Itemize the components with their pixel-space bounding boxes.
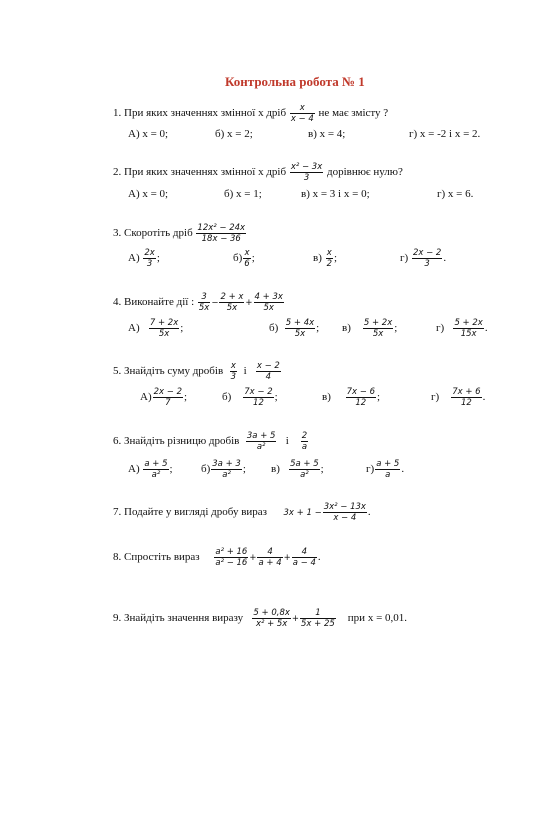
numerator: x [230,361,236,371]
option-label: А) [128,322,140,335]
expression-prefix: 3x + 1 − [283,508,322,519]
option-fraction [153,387,183,408]
numerator: 5 + 0,8x [253,608,290,618]
option-punct: ; [376,391,381,404]
q2-option-d: г) х = 6. [437,188,474,200]
numerator: 4 [292,547,317,558]
denominator: 6 [244,259,250,269]
question-6 [113,431,309,452]
numerator: x [244,248,250,258]
fraction-1 [198,292,210,313]
question-8-text: 8. Спростіть вираз [113,551,200,564]
denominator: 4 [265,372,272,382]
q2-option-b: б) х = 1; [224,188,262,200]
option-label: г) [431,391,440,404]
denominator: 3 [230,372,237,382]
q6-option-d [366,459,404,480]
numerator: a + 5 [376,459,400,469]
numerator: 3x² − 13x [323,502,366,512]
denominator: a [385,470,391,480]
option-fraction [243,387,273,408]
question-9-text: 9. Знайдіть значення виразу [113,612,244,625]
q2-option-c: в) х = 3 і х = 0; [301,188,370,200]
conjunction: і [243,365,247,378]
question-4-text: 4. Виконайте дії : [113,296,195,309]
numerator: x [290,103,315,114]
numerator: 4 [257,547,282,558]
option-punct: ; [180,322,184,335]
option-punct: ; [156,252,160,265]
operator: + [291,614,300,625]
numerator: 2x − 2 [153,387,182,397]
fraction-2 [256,361,281,382]
denominator: 3 [424,259,430,269]
option-punct: . [443,252,447,265]
numerator: 2 + x [220,292,244,302]
denominator: 12 [253,398,264,408]
question-9 [113,608,407,629]
denominator: x − 4 [290,114,314,124]
question-6-text: 6. Знайдіть різницю дробів [113,435,240,448]
question-2-fraction [290,162,323,183]
option-fraction [149,318,179,339]
denominator: a² [300,470,309,480]
option-label: в) [313,252,322,265]
question-7-text: 7. Подайте у вигляді дробу вираз [113,506,267,519]
q6-option-c [271,459,324,480]
denominator: 5x + 25 [301,619,335,629]
numerator: 7x + 6 [452,387,481,397]
option-punct: . [482,391,486,404]
option-fraction [143,459,168,480]
denominator: x − 4 [333,513,357,523]
option-label: А) [128,252,140,265]
fraction-1 [252,608,290,629]
denominator: x² + 5x [255,619,288,629]
denominator: a − 4 [292,558,316,568]
q5-option-c [322,387,380,408]
denominator: 5x [198,303,210,313]
operator: + [249,553,257,564]
option-label: А) [140,391,152,404]
denominator: a² [151,470,161,480]
fraction-2 [300,608,336,629]
option-punct: ; [251,252,255,265]
fraction-3 [254,292,284,313]
question-2-text-end: дорівнює нулю? [326,166,403,179]
fraction-1 [230,361,237,382]
numerator: 4 + 3x [254,292,283,302]
question-5 [113,361,282,382]
option-fraction [451,387,481,408]
numerator: 2 [301,431,308,441]
q1-option-b: б) х = 2; [215,128,253,140]
denominator: 12 [460,398,472,408]
numerator: 3 [198,292,210,303]
option-label: в) [342,322,351,335]
option-fraction [211,459,242,480]
q1-option-c: в) х = 4; [308,128,346,140]
question-1-text-end: не має змісту ? [318,107,389,120]
option-label: в) [322,391,331,404]
denominator: 5x [158,329,170,339]
q4-option-a [128,318,183,339]
option-fraction [375,459,400,480]
numerator: x [326,248,332,258]
numerator: a + 5 [144,459,168,469]
q5-option-b [222,387,278,408]
question-7 [113,502,371,523]
numerator: 5 + 2x [454,318,483,328]
denominator: a² [222,470,231,480]
denominator: a² [256,442,266,452]
q4-option-c [342,318,397,339]
denominator: 2 [326,259,333,269]
numerator: 12x² − 24x [197,223,246,233]
denominator: 5x [226,303,238,313]
fraction-2 [257,547,282,568]
numerator: 1 [300,608,336,619]
numerator: 2x [144,248,155,258]
question-2 [113,162,403,183]
option-label: г) [366,463,375,476]
option-punct: ; [183,391,188,404]
option-punct: ; [320,463,324,476]
fraction [323,502,367,523]
denominator: a + 4 [258,558,282,568]
question-9-text-end: при х = 0,01. [347,612,408,625]
option-label: б) [222,391,232,404]
denominator: 3 [146,259,153,269]
conjunction: і [285,435,289,448]
q3-option-d [400,248,446,269]
denominator: 15x [460,329,477,339]
q5-option-a [140,387,187,408]
page-title: Контрольна робота № 1 [225,74,365,89]
numerator: 3a + 5 [246,431,276,441]
option-punct: ; [274,391,278,404]
option-label: А) [128,463,140,476]
punct: . [367,506,371,519]
operator: − [211,298,219,309]
denominator: 5x [372,329,384,339]
question-8 [113,547,321,568]
denominator: a [301,442,308,452]
option-fraction [453,318,483,339]
option-label: г) [400,252,409,265]
option-label: в) [271,463,280,476]
numerator: 7x − 2 [244,387,273,397]
q6-option-b [201,459,246,480]
option-fraction [363,318,393,339]
option-punct: ; [316,322,320,335]
option-punct: ; [394,322,398,335]
option-fraction [346,387,376,408]
question-3 [113,223,247,244]
q1-option-d: г) х = -2 і х = 2. [409,128,481,140]
option-label: г) [436,322,445,335]
numerator: 7x − 6 [346,387,375,397]
question-5-text: 5. Знайдіть суму дробів [113,365,224,378]
question-3-fraction [196,223,246,244]
q5-option-d [431,387,485,408]
fraction-1 [214,547,248,568]
operator: + [283,553,291,564]
operator: + [245,298,253,309]
punct: . [317,551,321,564]
numerator: 5 + 2x [363,318,393,328]
denominator: 5x [294,329,306,339]
denominator: 12 [355,398,367,408]
question-1 [113,103,388,124]
question-1-fraction [290,103,315,124]
option-punct: ; [242,463,246,476]
option-fraction [143,248,155,269]
option-fraction [412,248,442,269]
numerator: 5 + 4x [285,318,315,328]
numerator: a² + 16 [215,547,248,557]
denominator: a² − 16 [215,558,248,568]
option-fraction [326,248,333,269]
option-punct: . [401,463,405,476]
numerator: 7 + 2x [149,318,179,328]
q4-option-d [436,318,488,339]
denominator: 7 [165,398,171,408]
numerator: 5a + 5 [290,459,319,469]
option-punct: ; [169,463,173,476]
question-1-text: 1. При яких значеннях змінної х дріб [113,107,287,120]
q3-option-c [313,248,337,269]
q6-option-a [128,459,173,480]
option-fraction [289,459,320,480]
numerator: 2x − 2 [412,248,442,258]
option-fraction [285,318,315,339]
fraction-1 [246,431,277,452]
numerator: x − 2 [256,361,280,371]
option-fraction [243,248,250,269]
option-punct: ; [334,252,338,265]
numerator: 3a + 3 [212,459,241,469]
option-label: б) [269,322,279,335]
option-punct: . [484,322,488,335]
question-4 [113,292,285,313]
denominator: 5x [263,303,274,313]
q3-option-a [128,248,160,269]
fraction-2 [301,431,308,452]
question-3-text: 3. Скоротіть дріб [113,227,193,240]
option-label: б) [233,252,243,265]
q2-option-a: А) х = 0; [128,188,169,200]
fraction-2 [219,292,244,313]
numerator: x² − 3x [290,162,323,172]
q4-option-b [269,318,319,339]
question-2-text: 2. При яких значеннях змінної х дріб [113,166,287,179]
fraction-3 [292,547,317,568]
q1-option-a: А) х = 0; [128,128,169,140]
denominator: 3 [303,173,310,183]
q3-option-b [233,248,255,269]
option-label: б) [201,463,211,476]
denominator: 18x − 36 [201,234,241,244]
